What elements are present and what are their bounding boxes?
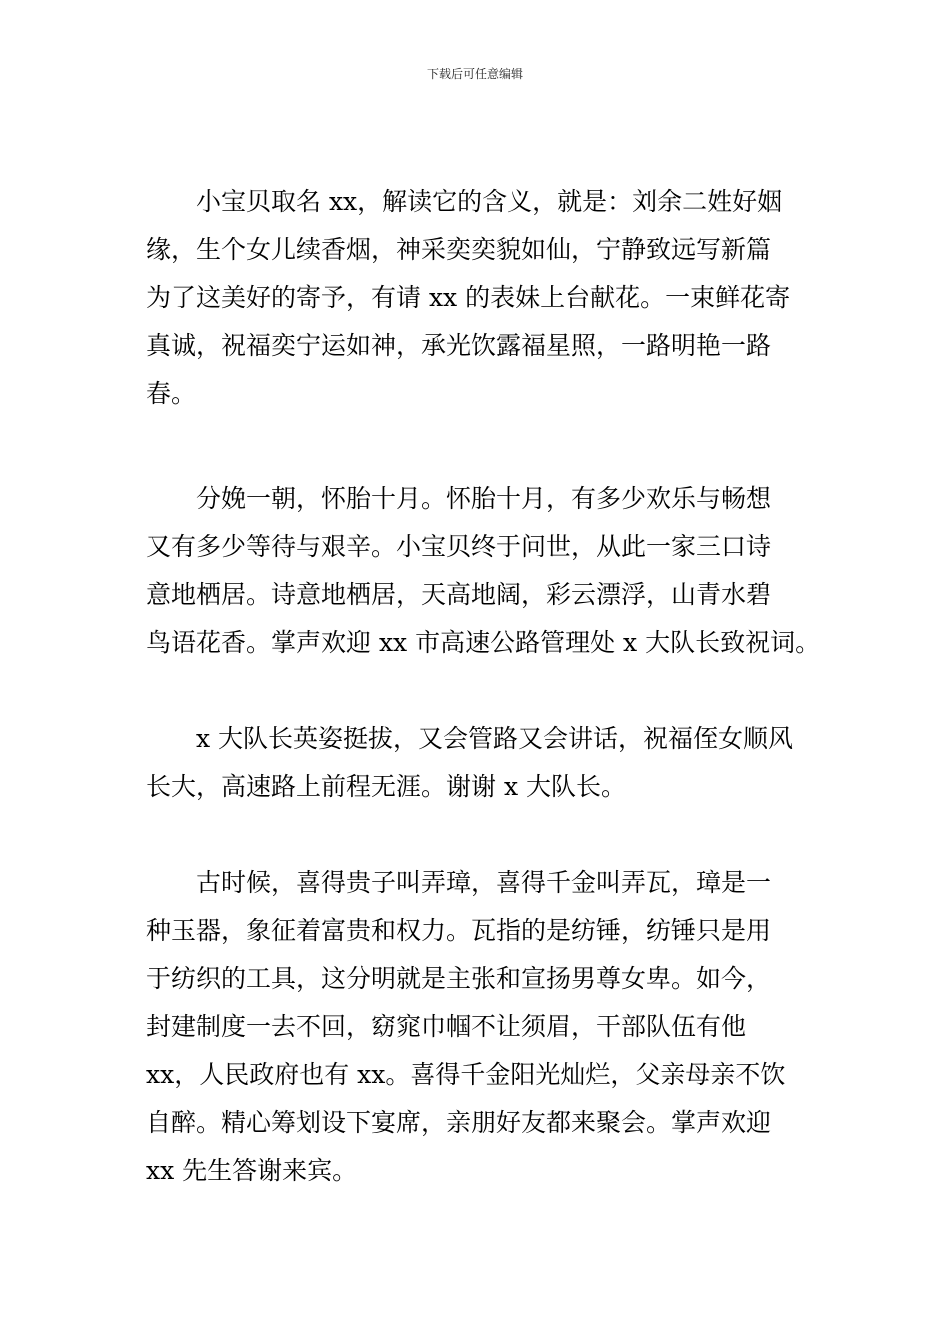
- text-line: 封建制度一去不回，窈窕巾帼不让须眉，干部队伍有他: [146, 1012, 747, 1041]
- text-line: 种玉器，象征着富贵和权力。瓦指的是纺锤，纺锤只是用: [146, 916, 772, 945]
- text-line: 于纺织的工具，这分明就是主张和宣扬男尊女卑。如今，: [146, 964, 772, 993]
- paragraph-1: [146, 178, 806, 418]
- text-line: 分娩一朝，怀胎十月。怀胎十月，有多少欢乐与畅想: [196, 484, 772, 513]
- paragraph-spacer: [146, 667, 806, 715]
- text-line: xx 先生答谢来宾。: [146, 1156, 358, 1185]
- text-line: xx，人民政府也有 xx。喜得千金阳光灿烂，父亲母亲不饮: [146, 1060, 786, 1089]
- text-line: 为了这美好的寄予，有请 xx 的表妹上台献花。一束鲜花寄: [146, 283, 791, 312]
- text-line: 小宝贝取名 xx，解读它的含义，就是：刘余二姓好姻: [196, 187, 783, 216]
- page-header: 下载后可任意编辑: [426, 67, 523, 81]
- text-line: 鸟语花香。掌声欢迎 xx 市高速公路管理处 x 大队长致祝词。: [146, 628, 821, 657]
- paragraph-4: [146, 859, 806, 1195]
- paragraph-spacer: [146, 811, 806, 859]
- text-line: 缘，生个女儿续香烟，神采奕奕貌如仙，宁静致远写新篇: [146, 235, 772, 264]
- text-line: 意地栖居。诗意地栖居，天高地阔，彩云漂浮，山青水碧: [146, 580, 772, 609]
- text-line: x 大队长英姿挺拔，又会管路又会讲话，祝福侄女顺风: [196, 724, 794, 753]
- text-line: 长大，高速路上前程无涯。谢谢 x 大队长。: [146, 772, 626, 801]
- text-line: 古时候，喜得贵子叫弄璋，喜得千金叫弄瓦，璋是一: [196, 868, 772, 897]
- text-line: 又有多少等待与艰辛。小宝贝终于问世，从此一家三口诗: [146, 532, 772, 561]
- text-line: 春。: [146, 379, 197, 408]
- text-line: 真诚，祝福奕宁运如神，承光饮露福星照，一路明艳一路: [146, 331, 772, 360]
- paragraph-spacer: [146, 418, 806, 475]
- paragraph-2: [146, 475, 821, 667]
- paragraph-3: [146, 715, 806, 811]
- text-line: 自醉。精心筹划设下宴席，亲朋好友都来聚会。掌声欢迎: [146, 1108, 772, 1137]
- document-body: [146, 178, 821, 1195]
